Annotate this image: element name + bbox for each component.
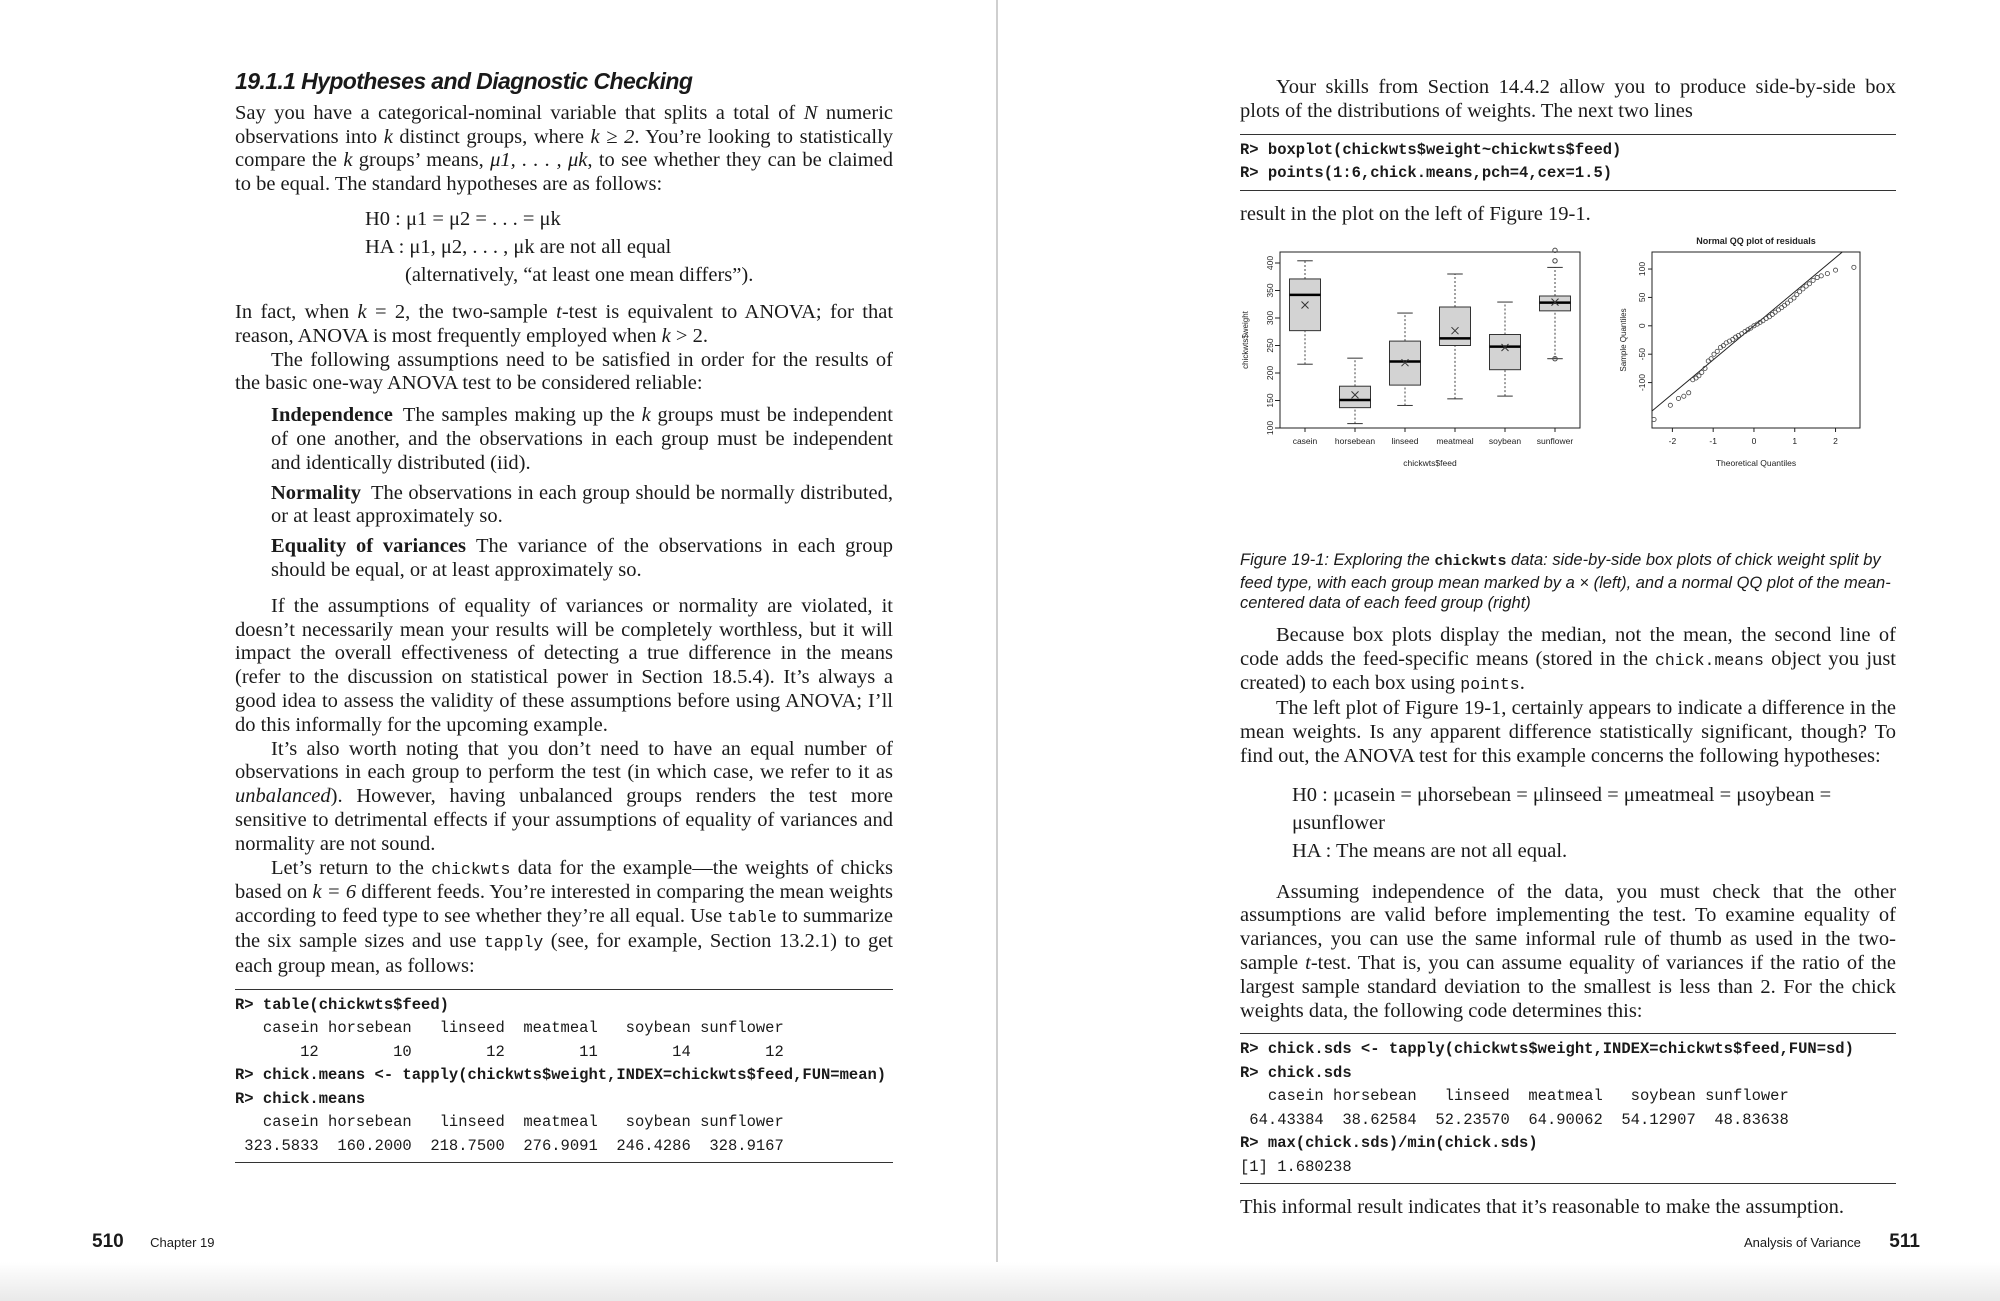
- qq-point: [1706, 359, 1710, 363]
- code-block-boxplot: R> boxplot(chickwts$weight~chickwts$feed) R> points(1:6,chick.means,pch=4,cex=1.5): [1240, 134, 1896, 191]
- paragraph-boxplot-intro: Your skills from Section 14.4.2 allow you to produce side-by-side box plots of the distributions of weights. The next two lines: [1240, 76, 1896, 122]
- qq-y-tick-label: 0: [1637, 323, 1647, 329]
- y-tick-label: 150: [1265, 393, 1275, 408]
- qq-point: [1687, 391, 1691, 395]
- section-heading: 19.1.1 Hypotheses and Diagnostic Checking: [235, 68, 693, 94]
- qq-point: [1825, 272, 1829, 276]
- y-tick-label: 250: [1265, 338, 1275, 353]
- x-tick-label: casein: [1292, 436, 1318, 447]
- qq-x-tick-label: -1: [1709, 436, 1717, 447]
- x-tick-label: linseed: [1391, 436, 1419, 447]
- code-block-sds: R> chick.sds <- tapply(chickwts$weight,INDEX=chickwts$feed,FUN=sd) R> chick.sds casein horsebean linseed meatmeal soybean sunflower 64.43384 38.62584 52.23570 64.90062 54.12907 48.83638 R> max(chick.sds)/min(chick.sds) [1] 1.680238: [1240, 1033, 1896, 1184]
- qq-point: [1676, 397, 1680, 401]
- qq-point: [1715, 350, 1719, 354]
- y-tick-label: 300: [1265, 311, 1275, 326]
- qq-y-tick-label: 50: [1637, 293, 1647, 303]
- figure-caption: Figure 19-1: Exploring the chickwts data: side-by-side box plots of chick weight split by feed type, with each group mean marked by a × (left), and a normal QQ plot of the mean-centered data of each feed group (right): [1240, 551, 1891, 613]
- y-tick-label: 400: [1265, 256, 1275, 271]
- figure-19-1: [1240, 234, 1896, 546]
- assumption-equal-variances: Equality of variances The variance of the observations in each group should be equal, or at least approximately so.: [271, 535, 893, 581]
- x-tick-label: horsebean: [1334, 436, 1376, 447]
- qq-y-tick-label: 100: [1637, 262, 1647, 277]
- left-column: [235, 70, 893, 1175]
- page-bottom-edge: [0, 1262, 2000, 1301]
- chapter-title-label: Analysis of Variance: [1744, 1235, 1861, 1250]
- paragraph-plot-result: result in the plot on the left of Figure 19-1.: [1240, 202, 1591, 225]
- anova-alternative-hypothesis: HA : The means are not all equal.: [1292, 839, 1568, 862]
- paragraph-conclusion: This informal result indicates that it’s reasonable to make the assumption.: [1240, 1196, 1845, 1219]
- qq-point: [1782, 304, 1786, 308]
- boxplot-chart: [1241, 249, 1580, 469]
- x-tick-label: sunflower: [1536, 436, 1574, 447]
- qq-point: [1833, 268, 1837, 272]
- hypotheses-block: [365, 205, 893, 289]
- qq-point: [1700, 371, 1704, 375]
- code-block-means: R> table(chickwts$feed) casein horsebean linseed meatmeal soybean sunflower 12 10 12 11 14 12 R> chick.means <- tapply(chickwts$weight,INDEX=chickwts$feed,FUN=mean) R> chick.means casein horsebean linseed meatmeal soybean sunflower 323.5833 160.2000 218.7500 276.9091 246.4286 328.9167: [235, 989, 893, 1164]
- qq-y-tick-label: -50: [1637, 348, 1647, 361]
- qq-y-axis-label: Sample Quantiles: [1619, 308, 1628, 372]
- qq-reference-line: [1652, 238, 1860, 412]
- paragraph-intro: Say you have a categorical-nominal variable that splits a total of N numeric observations into k distinct groups, where k ≥ 2. You’re looking to statistically compare the k groups’ means, μ1, . . . , μk, to see whether they can be claimed to be equal. The standard hypotheses are as follows:: [235, 101, 894, 196]
- box-soybean: [1490, 335, 1521, 370]
- assumption-normality: Normality The observations in each group should be normally distributed, or at least approximately so.: [271, 481, 893, 528]
- right-column: [1240, 76, 1896, 1220]
- qq-point: [1668, 404, 1672, 408]
- qq-point: [1852, 266, 1856, 270]
- qq-title: Normal QQ plot of residuals: [1696, 236, 1816, 247]
- right-footer: [1744, 1231, 1920, 1253]
- left-footer: [92, 1231, 214, 1253]
- paragraph-assumptions-intro: The following assumptions need to be satisfied in order for the results of the basic one-way ANOVA test to be considered reliable:: [235, 348, 893, 395]
- paragraph-variance-check: Assuming independence of the data, you must check that the other assumptions are valid before implementing the test. To examine equality of variances, you can use the same informal rule of thumb as used in the two-sample t-test. That is, you can assume equality of variances if the ratio of the largest sample standard deviation to the smallest is less than 2. For the chick weights data, the following code determines this:: [1240, 880, 1896, 1022]
- y-axis-label: chickwts$weight: [1241, 311, 1250, 370]
- anova-hypotheses-block: [1292, 781, 1896, 865]
- paragraph-means-points: Because box plots display the median, not the mean, the second line of code adds the feed-specific means (stored in the chick.means object you just created) to each box using points.: [1240, 623, 1896, 695]
- qq-point: [1807, 282, 1811, 286]
- outlier-point: [1553, 259, 1557, 263]
- y-tick-label: 100: [1265, 421, 1275, 436]
- qq-x-tick-label: 2: [1833, 436, 1838, 447]
- page-gutter: [996, 0, 998, 1301]
- qq-point: [1811, 279, 1815, 283]
- assumption-independence: Independence The samples making up the k groups must be independent of one another, and the observations in each group must be independent and identically distributed (iid).: [271, 404, 893, 474]
- alternative-hypothesis: HA : μ1, μ2, . . . , μk are not all equal: [365, 235, 672, 258]
- qq-point: [1652, 418, 1656, 422]
- qq-x-tick-label: 1: [1792, 436, 1798, 447]
- figure-plots: [1240, 234, 1896, 546]
- paragraph-anova-hypotheses: The left plot of Figure 19-1, certainly appears to indicate a difference in the mean weights. Is any apparent difference statistically significant, though? To find out, the ANOVA test for this example concerns the following hypotheses:: [1240, 697, 1896, 767]
- qq-x-tick-label: 0: [1751, 436, 1757, 447]
- qq-point: [1780, 306, 1784, 310]
- qq-y-tick-label: -100: [1637, 374, 1647, 392]
- chapter-label: Chapter 19: [150, 1235, 215, 1250]
- paragraph-chickwts: Let’s return to the chickwts data for the example—the weights of chicks based on k = 6 different feeds. You’re interested in comparing the mean weights according to feed type to see whether they’re all equal. Use table to summarize the six sample sizes and use tapply (see, for example, Section 13.2.1) to get each group mean, as follows:: [235, 856, 893, 977]
- boxplot-frame: [1280, 252, 1580, 428]
- qq-frame: [1652, 252, 1860, 428]
- y-tick-label: 200: [1265, 366, 1275, 381]
- x-tick-label: meatmeal: [1436, 436, 1474, 447]
- qq-plot-chart: [1619, 236, 1860, 468]
- page-number: 511: [1889, 1231, 1920, 1252]
- qq-point: [1709, 357, 1713, 361]
- x-axis-label: chickwts$feed: [1403, 458, 1457, 469]
- box-horsebean: [1340, 387, 1371, 408]
- qq-point: [1819, 274, 1823, 278]
- paragraph-ttest: In fact, when k = 2, the two-sample t-test is equivalent to ANOVA; for that reason, ANOVA is most frequently employed when k > 2.: [235, 300, 894, 347]
- page-number: 510: [92, 1231, 124, 1252]
- qq-point: [1815, 276, 1819, 280]
- qq-x-tick-label: -2: [1668, 436, 1677, 447]
- paragraph-violations: If the assumptions of equality of variances or normality are violated, it doesn’t necessarily mean your results will be completely worthless, but it will impact the overall effectiveness of detecting a true difference in the means (refer to the discussion on statistical power in Section 18.5.4). It’s always a good idea to assess the validity of these assumptions before using ANOVA; I’ll do this informally for the upcoming example.: [235, 594, 893, 736]
- null-hypothesis: H0 : μ1 = μ2 = . . . = μk: [365, 207, 561, 230]
- qq-point: [1682, 394, 1686, 398]
- anova-null-hypothesis: H0 : μcasein = μhorsebean = μlinseed = μmeatmeal = μsoybean = μsunflower: [1292, 783, 1832, 834]
- x-tick-label: soybean: [1488, 436, 1522, 447]
- qq-point: [1770, 313, 1774, 317]
- alternative-note: (alternatively, “at least one mean differs”).: [405, 263, 754, 286]
- qq-x-axis-label: Theoretical Quantiles: [1715, 458, 1797, 469]
- paragraph-unbalanced: It’s also worth noting that you don’t need to have an equal number of observations in each group to perform the test (in which case, we refer to it as unbalanced). However, having unbalanced groups renders the test more sensitive to detrimental effects if your assumptions of equality of variances and normality are not sound.: [235, 737, 893, 855]
- box-meatmeal: [1440, 307, 1471, 346]
- y-tick-label: 350: [1265, 283, 1275, 298]
